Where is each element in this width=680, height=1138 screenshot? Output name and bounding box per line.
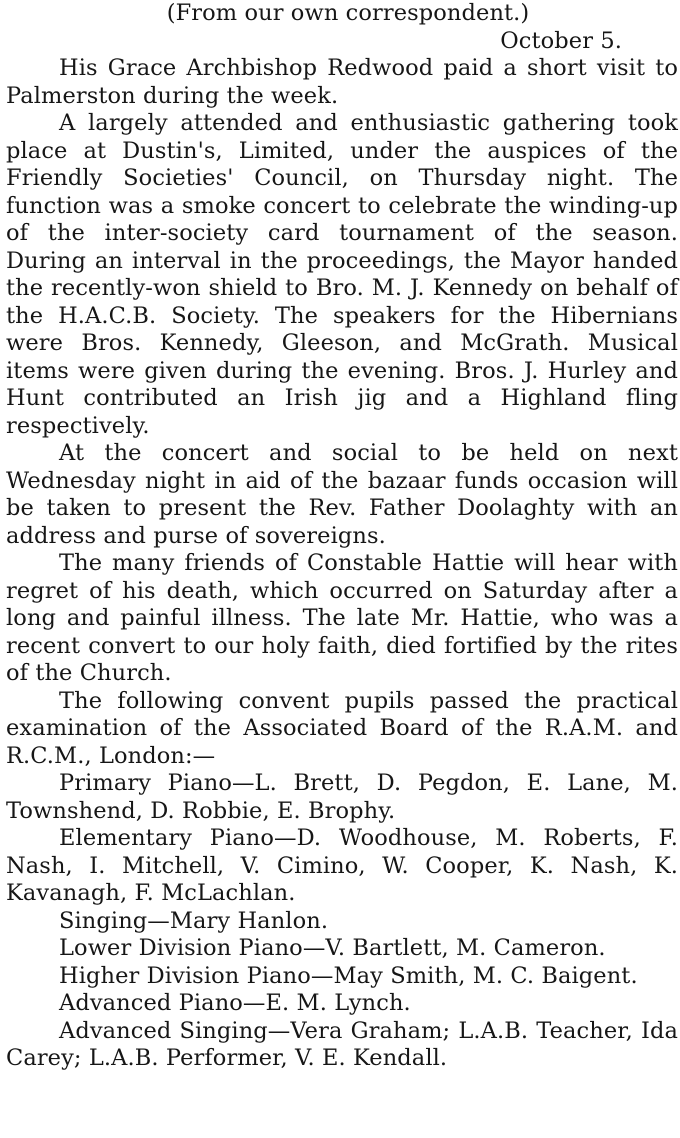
paragraph-advanced-singing: Advanced Singing—Vera Graham; L.A.B. Teacher, Ida Carey; L.A.B. Performer, V. E. Kendall. — [6, 1017, 678, 1071]
paragraph-primary-piano: Primary Piano—L. Brett, D. Pegdon, E. Lane, M. Townshend, D. Robbie, E. Brophy. — [6, 770, 678, 824]
paragraph-examination-intro: The following convent pupils passed the practical examination of the Associated Board of the R.A.M. and R.C.M., London:— — [6, 687, 678, 769]
paragraph-higher-division-piano: Higher Division Piano—May Smith, M. C. Baigent. — [59, 962, 638, 989]
paragraph-advanced-piano: Advanced Piano—E. M. Lynch. — [59, 990, 411, 1016]
paragraph-elementary-piano: Elementary Piano—D. Woodhouse, M. Roberts, F. Nash, I. Mitchell, V. Cimino, W. Cooper, K. Nash, K. Kavanagh, F. McLachlan. — [6, 825, 678, 906]
paragraph-constable-hattie: The many friends of Constable Hattie will hear with regret of his death, which occurred on Saturday after a long and painful illness. The late Mr. Hattie, who was a recent convert to our holy faith, died fortified by the rites of the Church. — [6, 550, 678, 686]
dateline: October 5. — [500, 27, 622, 54]
paragraph-archbishop-visit: His Grace Archbishop Redwood paid a short visit to Palmerston during the week. — [6, 55, 678, 109]
paragraph-bazaar-concert: At the concert and social to be held on next Wednesday night in aid of the bazaar funds occasion will be taken to present the Rev. Father Doolaghty with an address and purse of sovereigns. — [6, 440, 678, 549]
paragraph-lower-division-piano: Lower Division Piano—V. Bartlett, M. Cameron. — [59, 935, 606, 961]
correspondent-header: (From our own correspondent.) — [166, 0, 530, 26]
paragraph-singing: Singing—Mary Hanlon. — [59, 907, 329, 934]
paragraph-smoke-concert: A largely attended and enthusiastic gathering took place at Dustin's, Limited, under the auspices of the Friendly Societies' Council, on Thursday night. The function was a smoke concert to celebrate the winding-up of the inter-society card tournament of the season. During an interval in the proceedings, the Mayor handed the recently-won shield to Bro. M. J. Kennedy on behalf of the H.A.C.B. Society. The speakers for the Hibernians were Bros. Kennedy, Gleeson, and McGrath. Musical items were given during the evening. Bros. J. Hurley and Hunt contributed an Irish jig and a Highland fling respectively. — [6, 110, 678, 439]
